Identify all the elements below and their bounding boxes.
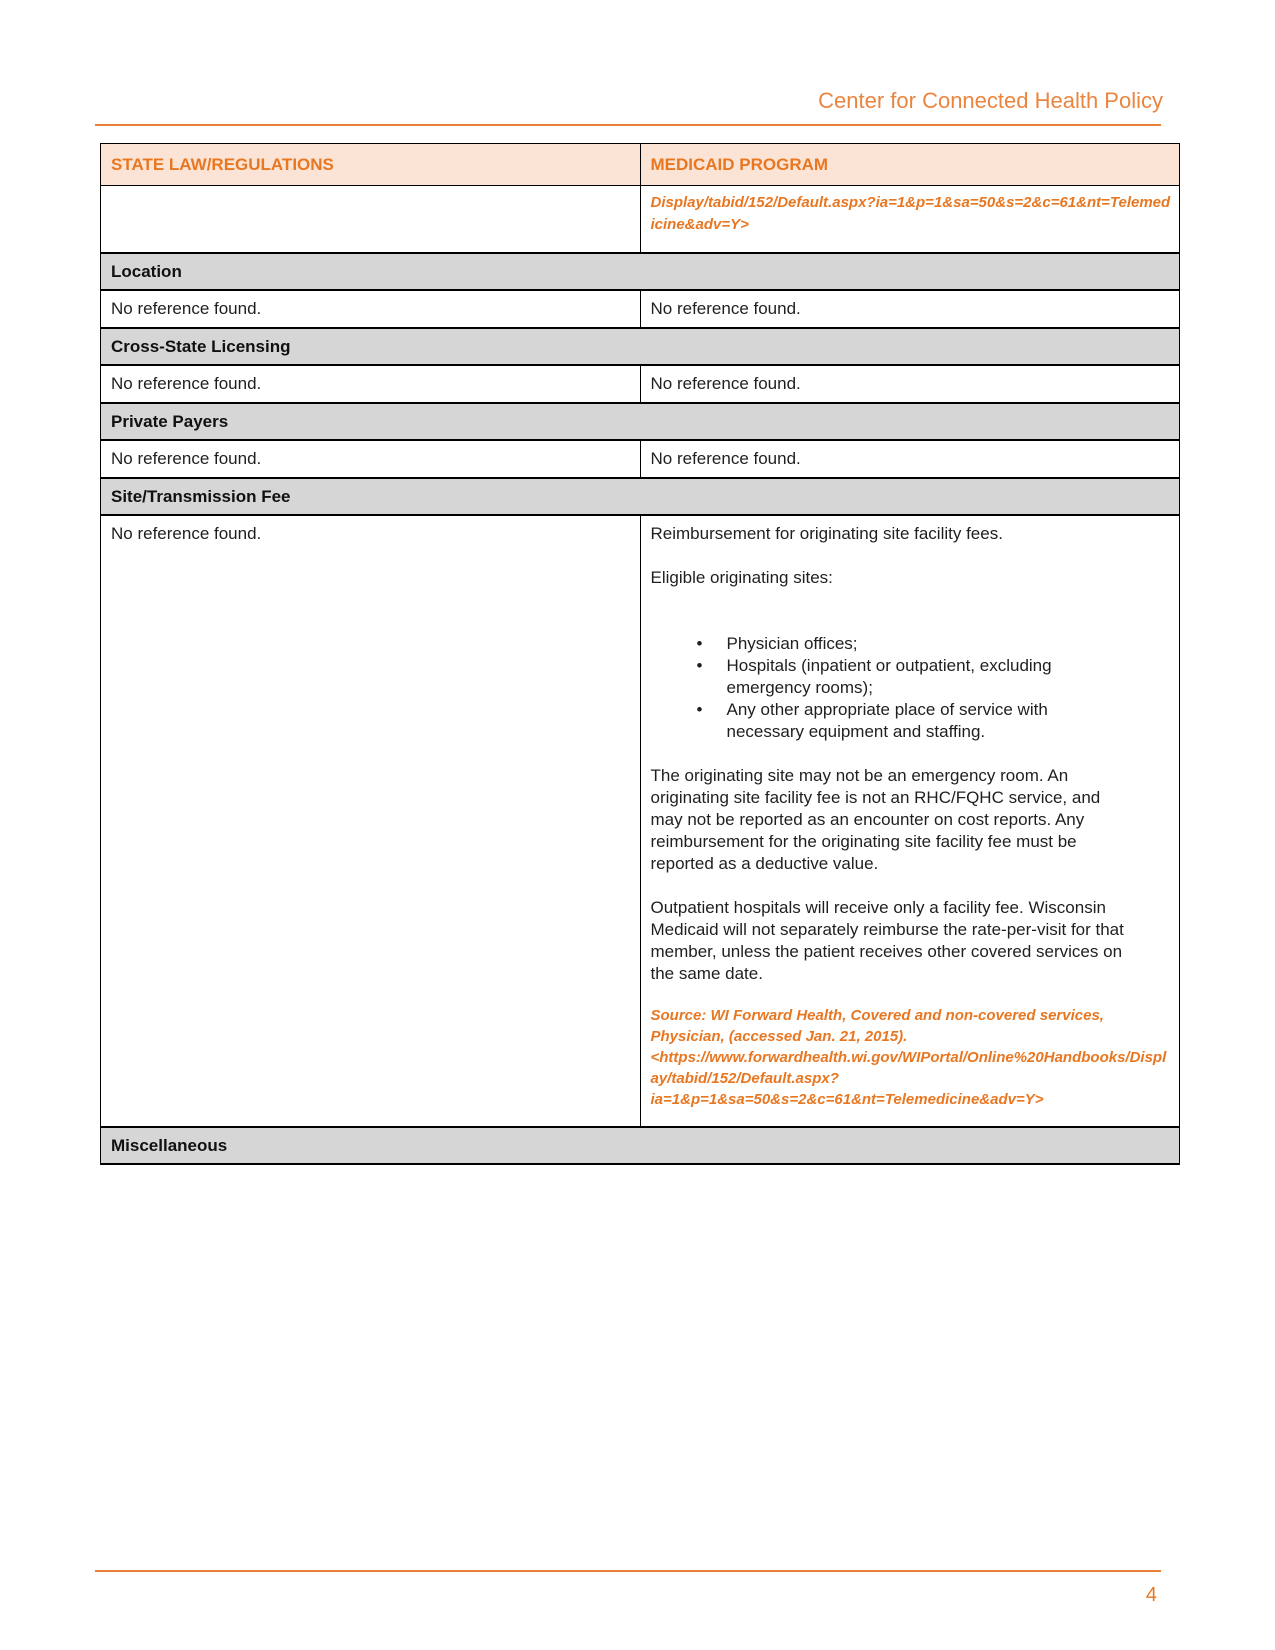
- site-fee-emergency-room-paragraph: The originating site may not be an emergency room. An originating site facility fee is not an RHC/FQHC service, and may not be reported as an encounter on cost reports. Any reimbursement for the originating site facility fee must be reported as a deductive value.: [650, 765, 1101, 873]
- section-row-miscellaneous: [101, 1127, 1180, 1164]
- site-fee-state-law-text: No reference found.: [111, 523, 262, 543]
- column-header-state-law: STATE LAW/REGULATIONS: [101, 144, 641, 186]
- private-payers-medicaid-cell: No reference found.: [640, 440, 1180, 478]
- source-citation-link[interactable]: Source: WI Forward Health, Covered and non-covered services, Physician, (accessed Jan. 21, 2015). <https://www.forwardhealth.wi.gov/WIPortal/Online%20Handbooks/Display/tabid/152/Default.aspx?ia=1&p=1&sa=50&s=2&c=61&nt=Telemedicine&adv=Y>: [650, 1006, 1167, 1108]
- location-state-law-cell: No reference found.: [101, 290, 641, 328]
- bullet-item-hospitals: • Hospitals (inpatient or outpatient, excluding emergency rooms);: [651, 655, 1172, 699]
- column-header-medicaid-program: MEDICAID PROGRAM: [640, 144, 1180, 186]
- section-header-miscellaneous: Miscellaneous: [101, 1127, 1180, 1164]
- state-law-empty-cell: [101, 186, 641, 253]
- section-row-location: [101, 253, 1180, 290]
- section-row-private-payers: [101, 403, 1180, 440]
- table-header-row: [101, 144, 1180, 186]
- bullet-item-physician-offices: • Physician offices;: [651, 633, 1172, 655]
- eligible-sites-bullet-list: [651, 633, 1172, 743]
- footer-rule: [95, 1570, 1161, 1572]
- header-rule: [95, 124, 1161, 126]
- site-fee-intro-paragraph: Reimbursement for originating site facility fees.: [650, 523, 1003, 543]
- policy-comparison-table: [100, 143, 1180, 1165]
- content-row-location: [101, 290, 1180, 328]
- content-row-private-payers: [101, 440, 1180, 478]
- content-row-cross-state-licensing: [101, 365, 1180, 403]
- section-header-cross-state-licensing: Cross-State Licensing: [101, 328, 1180, 365]
- page-number: 4: [1145, 1584, 1157, 1606]
- site-fee-medicaid-cell: [640, 515, 1180, 1127]
- content-row-site-transmission-fee: [101, 515, 1180, 1127]
- site-fee-outpatient-paragraph: Outpatient hospitals will receive only a facility fee. Wisconsin Medicaid will not separately reimburse the rate-per-visit for that member, unless the patient receives other covered services on the same date.: [650, 897, 1124, 983]
- section-header-site-transmission-fee: Site/Transmission Fee: [101, 478, 1180, 515]
- bullet-item-other-place-of-service: • Any other appropriate place of service with necessary equipment and staffing.: [651, 699, 1172, 743]
- section-row-site-transmission-fee: [101, 478, 1180, 515]
- medicaid-url-cell: [640, 186, 1180, 253]
- private-payers-state-law-cell: No reference found.: [101, 440, 641, 478]
- site-fee-eligible-heading: Eligible originating sites:: [650, 567, 833, 587]
- section-header-location: Location: [101, 253, 1180, 290]
- site-fee-state-law-cell: [101, 515, 641, 1127]
- section-row-cross-state-licensing: [101, 328, 1180, 365]
- url-carryover-row: [101, 186, 1180, 253]
- location-medicaid-cell: No reference found.: [640, 290, 1180, 328]
- cross-state-licensing-state-law-cell: No reference found.: [101, 365, 641, 403]
- document-header-title: Center for Connected Health Policy: [818, 88, 1163, 113]
- medicaid-url-continuation-link[interactable]: Display/tabid/152/Default.aspx?ia=1&p=1&sa=50&s=2&c=61&nt=Telemedicine&adv=Y>: [650, 194, 1171, 233]
- section-header-private-payers: Private Payers: [101, 403, 1180, 440]
- cross-state-licensing-medicaid-cell: No reference found.: [640, 365, 1180, 403]
